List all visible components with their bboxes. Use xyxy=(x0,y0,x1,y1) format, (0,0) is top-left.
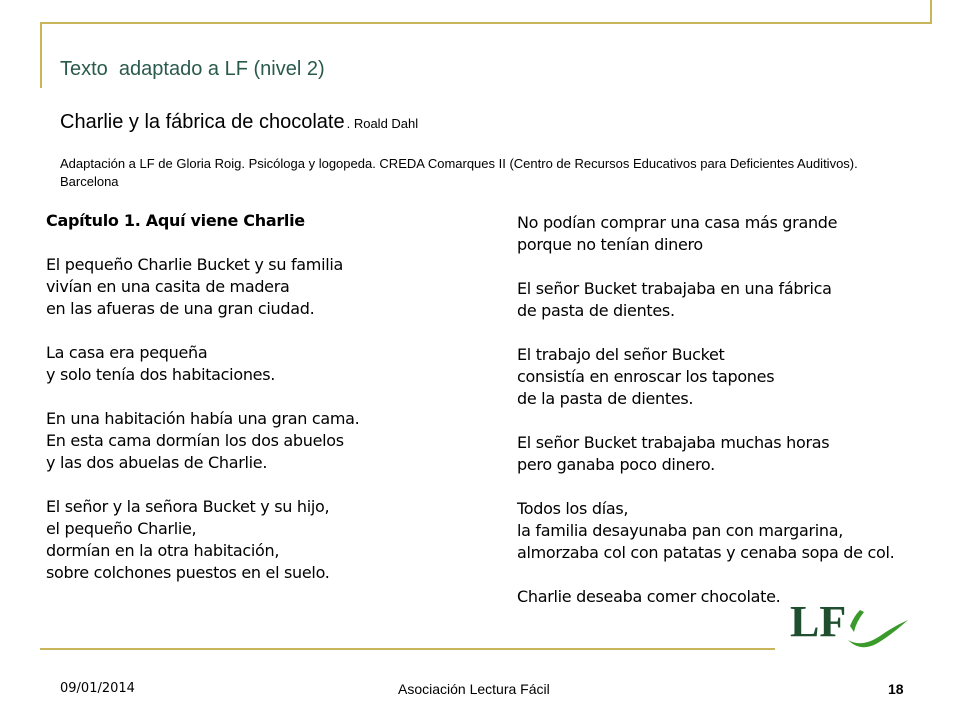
lf-logo-letters: LF xyxy=(790,597,847,646)
text-line: pero ganaba poco dinero. xyxy=(517,455,715,474)
chapter-heading: Capítulo 1. Aquí viene Charlie xyxy=(46,211,305,230)
text-line: El señor Bucket trabajaba muchas horas xyxy=(517,433,830,452)
bottom-rule xyxy=(40,648,775,650)
text-line: Todos los días, xyxy=(517,499,629,518)
text-line: y las dos abuelas de Charlie. xyxy=(46,453,268,472)
top-right-rule xyxy=(930,0,932,24)
paragraph xyxy=(517,498,947,564)
text-line: La casa era pequeña xyxy=(46,343,208,362)
book-subtitle xyxy=(60,111,418,134)
right-column xyxy=(517,212,947,630)
text-line: vivían en una casita de madera xyxy=(46,277,290,296)
text-line: y solo tenía dos habitaciones. xyxy=(46,365,276,384)
text-line: sobre colchones puestos en el suelo. xyxy=(46,563,330,582)
footer-date: 09/01/2014 xyxy=(60,681,135,696)
text-line: la familia desayunaba pan con margarina, xyxy=(517,521,844,540)
paragraph xyxy=(46,342,486,386)
paragraph xyxy=(517,278,947,322)
lf-logo-mark xyxy=(850,610,864,632)
text-line: Charlie deseaba comer chocolate. xyxy=(517,587,781,606)
right-paragraphs xyxy=(517,212,947,608)
text-line: de la pasta de dientes. xyxy=(517,389,694,408)
left-paragraphs xyxy=(46,254,486,584)
left-rule xyxy=(40,22,42,88)
adaptation-credits: Adaptación a LF de Gloria Roig. Psicóloga y logopeda. CREDA Comarques II (Centro de Recursos Educativos para Deficientes Auditivos). Barcelona xyxy=(60,156,858,189)
top-rule xyxy=(40,22,932,24)
text-line: El trabajo del señor Bucket xyxy=(517,345,725,364)
text-line: No podían comprar una casa más grande xyxy=(517,213,838,232)
text-line: en las afueras de una gran ciudad. xyxy=(46,299,315,318)
text-line: de pasta de dientes. xyxy=(517,301,675,320)
text-line: El señor Bucket trabajaba en una fábrica xyxy=(517,279,832,298)
slide-title: Texto adaptado a LF (nivel 2) xyxy=(60,58,325,80)
text-line: porque no tenían dinero xyxy=(517,235,703,254)
book-title: Charlie y la fábrica de chocolate xyxy=(60,111,345,133)
lf-logo xyxy=(790,596,920,656)
text-line: almorzaba col con patatas y cenaba sopa de col. xyxy=(517,543,895,562)
text-line: dormían en la otra habitación, xyxy=(46,541,280,560)
paragraph xyxy=(517,344,947,410)
paragraph xyxy=(46,496,486,584)
left-column xyxy=(46,210,486,606)
footer-organization: Asociación Lectura Fácil xyxy=(398,681,550,697)
text-line: En esta cama dormían los dos abuelos xyxy=(46,431,344,450)
text-line: El señor y la señora Bucket y su hijo, xyxy=(46,497,330,516)
lf-logo-swoosh xyxy=(848,620,908,647)
text-line: El pequeño Charlie Bucket y su familia xyxy=(46,255,344,274)
paragraph xyxy=(46,254,486,320)
paragraph xyxy=(517,432,947,476)
book-author: . Roald Dahl xyxy=(346,116,419,131)
paragraph xyxy=(517,212,947,256)
page-number: 18 xyxy=(888,681,904,697)
text-line: consistía en enroscar los tapones xyxy=(517,367,775,386)
paragraph xyxy=(46,408,486,474)
text-line: En una habitación había una gran cama. xyxy=(46,409,360,428)
text-line: el pequeño Charlie, xyxy=(46,519,197,538)
